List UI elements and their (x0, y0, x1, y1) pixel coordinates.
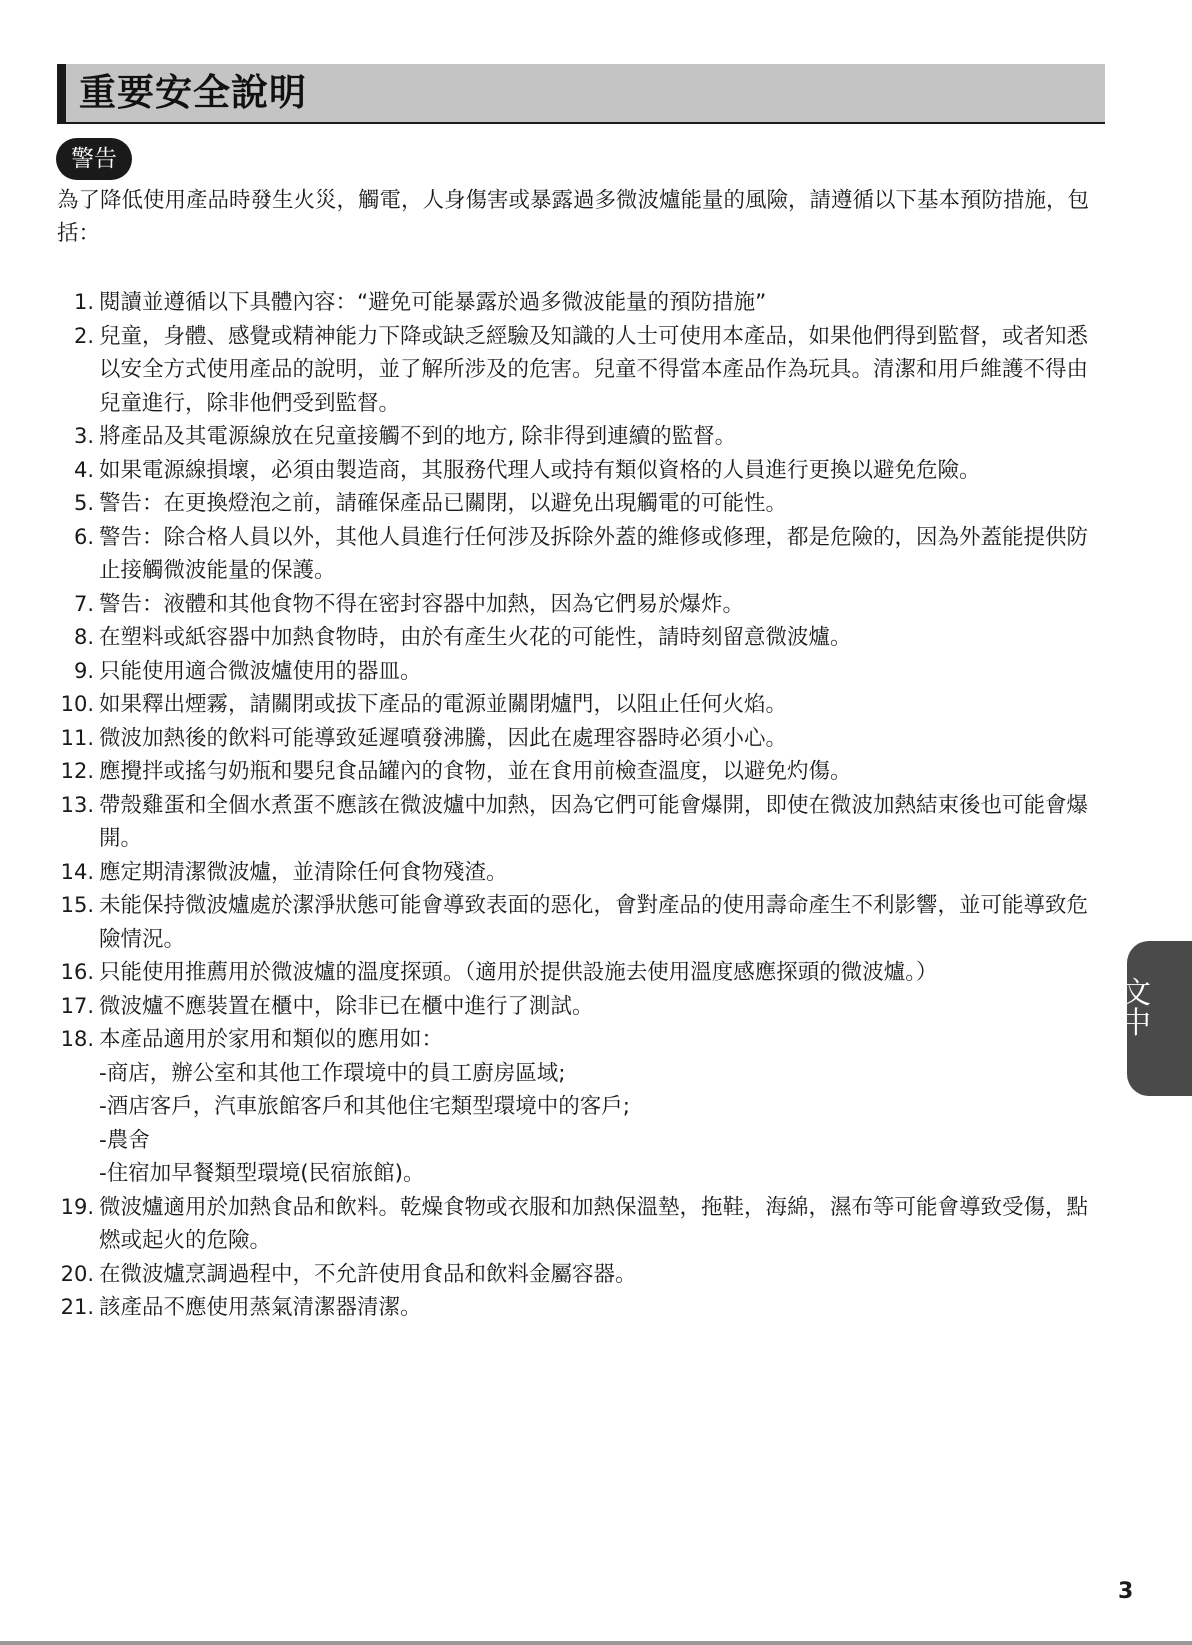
list-item (48, 789, 1108, 856)
safety-instructions-list (48, 286, 1108, 1325)
item-number: 15. (60, 893, 94, 917)
item-number: 3. (73, 424, 94, 448)
item-text: 未能保持微波爐處於潔淨狀態可能會導致表面的惡化，會對產品的使用壽命產生不利影響，並可能導致危險情況。 (99, 893, 1089, 952)
item-text: 兒童，身體、感覺或精神能力下降或缺乏經驗及知識的人士可使用本產品，如果他們得到監督，或者知悉以安全方式使用產品的說明，並了解所涉及的危害。兒童不得當本產品作為玩具。清潔和用戶維護不得由兒童進行，除非他們受到監督。 (99, 323, 1089, 416)
language-tab (1121, 941, 1192, 1096)
item-number: 9. (73, 658, 94, 683)
item-number: 11. (60, 725, 94, 750)
sub-item: -商店，辦公室和其他工作環境中的員工廚房區域; (99, 1060, 566, 1086)
list-item (48, 454, 1108, 488)
list-item (48, 755, 1108, 789)
item-number: 7. (73, 591, 94, 616)
language-tab-char: 中 (1121, 1006, 1151, 1041)
list-item (48, 722, 1108, 756)
list-item (48, 286, 1108, 320)
list-item (48, 320, 1108, 421)
item-text: 只能使用推薦用於微波爐的溫度探頭。（適用於提供設施去使用溫度感應探頭的微波爐。） (99, 960, 938, 985)
item-text: 警告：液體和其他食物不得在密封容器中加熱，因為它們易於爆炸。 (99, 591, 745, 617)
list-item (48, 588, 1108, 622)
list-item (48, 688, 1108, 722)
item-number: 17. (60, 993, 94, 1018)
item-number: 13. (60, 792, 94, 817)
item-text: 在塑料或紙容器中加熱食物時，由於有產生火花的可能性，請時刻留意微波爐。 (99, 625, 852, 650)
item-number: 5. (73, 491, 94, 515)
item-content (96, 1023, 1108, 1191)
item-text: 本產品適用於家用和類似的應用如： (99, 1027, 444, 1052)
list-item (48, 621, 1108, 655)
list-item (48, 420, 1108, 454)
list-item (48, 521, 1108, 588)
item-text: 將產品及其電源線放在兒童接觸不到的地方, 除非得到連續的監督。 (99, 424, 737, 449)
list-item (48, 1191, 1108, 1258)
page-number: 3 (1118, 1579, 1134, 1604)
item-text: 微波爐不應裝置在櫃中，除非已在櫃中進行了測試。 (99, 993, 594, 1019)
item-number: 12. (60, 759, 94, 783)
language-tab-label (1118, 976, 1192, 1041)
sub-item: -農舍 (99, 1127, 150, 1153)
item-number: 1. (73, 290, 94, 314)
item-text: 在微波爐烹調過程中，不允許使用食品和飲料金屬容器。 (99, 1261, 637, 1287)
bottom-divider (0, 1641, 1192, 1645)
intro-paragraph: 為了降低使用產品時發生火災，觸電，人身傷害或暴露過多微波爐能量的風險，請遵循以下基本預防措施，包括： (57, 188, 1090, 246)
item-number: 16. (60, 960, 94, 984)
list-item (48, 956, 1108, 990)
item-text: 應定期清潔微波爐，並清除任何食物殘渣。 (99, 859, 508, 885)
list-item (48, 1258, 1108, 1292)
item-text: 閱讀並遵循以下具體內容：“避免可能暴露於過多微波能量的預防措施” (99, 290, 767, 315)
item-number: 14. (60, 859, 94, 884)
list-item (48, 990, 1108, 1024)
sub-item: -酒店客戶，汽車旅館客戶和其他住宅類型環境中的客戶; (99, 1094, 631, 1119)
list-item (48, 655, 1108, 689)
item-text: 如果電源線損壞，必須由製造商，其服務代理人或持有類似資格的人員進行更換以避免危險。 (99, 457, 981, 483)
list-item (48, 889, 1108, 956)
warning-badge: 警告 (56, 138, 132, 180)
list-item (48, 1023, 1108, 1191)
item-text: 如果釋出煙霧，請關閉或拔下產品的電源並關閉爐門，以阻止任何火焰。 (99, 692, 788, 717)
item-text: 該產品不應使用蒸氣清潔器清潔。 (99, 1295, 422, 1320)
list-item (48, 856, 1108, 890)
item-number: 6. (73, 524, 94, 549)
item-text: 微波爐適用於加熱食品和飲料。乾燥食物或衣服和加熱保溫墊，拖鞋，海綿，濕布等可能會導致受傷，點燃或起火的危險。 (99, 1194, 1089, 1253)
item-number: 10. (60, 692, 94, 716)
list-item (48, 1291, 1108, 1325)
item-text: 警告：在更換燈泡之前，請確保產品已關閉，以避免出現觸電的可能性。 (99, 491, 788, 516)
item-text: 只能使用適合微波爐使用的器皿。 (99, 658, 422, 684)
list-item (48, 487, 1108, 521)
item-number: 2. (73, 323, 94, 348)
sub-item: -住宿加早餐類型環境(民宿旅館)。 (99, 1161, 425, 1186)
item-number: 8. (73, 625, 94, 649)
item-text: 微波加熱後的飲料可能導致延遲噴發沸騰，因此在處理容器時必須小心。 (99, 725, 788, 751)
item-text: 應攪拌或搖勻奶瓶和嬰兒食品罐內的食物，並在食用前檢查溫度，以避免灼傷。 (99, 759, 852, 784)
item-number: 19. (60, 1194, 94, 1219)
page-title: 重要安全說明 (79, 71, 307, 114)
section-title-bar (57, 64, 1105, 124)
item-number: 21. (60, 1295, 94, 1319)
item-number: 20. (60, 1261, 94, 1286)
item-text: 帶殼雞蛋和全個水煮蛋不應該在微波爐中加熱，因為它們可能會爆開，即使在微波加熱結束後也可能會爆開。 (99, 792, 1089, 851)
title-accent-bar (57, 64, 66, 122)
item-number: 4. (73, 457, 94, 482)
item-number: 18. (60, 1027, 94, 1051)
language-tab-char: 文 (1121, 976, 1151, 1011)
item-text: 警告：除合格人員以外，其他人員進行任何涉及拆除外蓋的維修或修理，都是危險的，因為外蓋能提供防止接觸微波能量的保護。 (99, 524, 1089, 583)
